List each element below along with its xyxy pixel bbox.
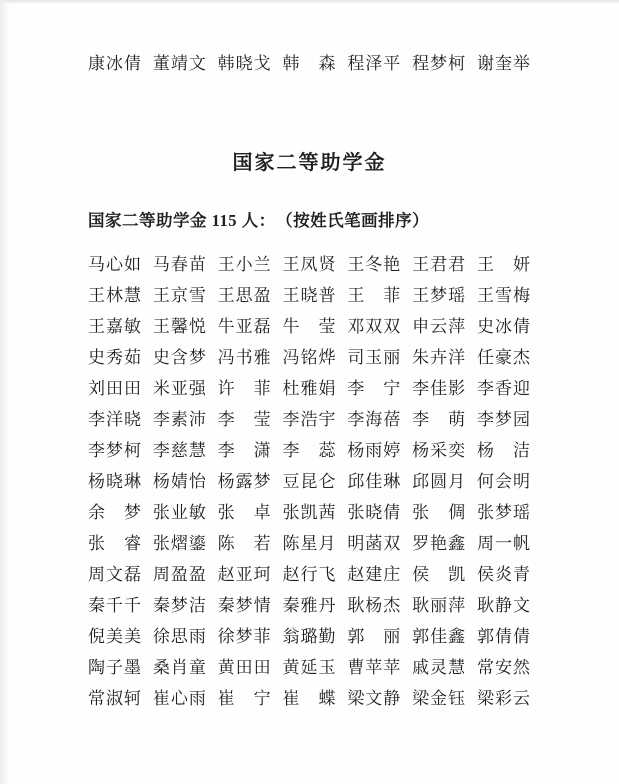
- student-name: 王京雪: [152, 286, 207, 305]
- student-name: 秦雅丹: [282, 596, 337, 615]
- student-name: 张熠鎏: [152, 534, 207, 553]
- student-name: 李海蓓: [347, 410, 402, 429]
- student-name: 冯铭烨: [282, 348, 337, 367]
- student-name: 张业敏: [152, 503, 207, 522]
- student-name: 张凯茜: [282, 503, 337, 522]
- student-name: 耿静文: [476, 596, 531, 615]
- student-name: 史含梦: [152, 348, 207, 367]
- student-name: 邱佳琳: [347, 472, 402, 491]
- student-name: 邓双双: [347, 317, 402, 336]
- student-name: 余 梦: [88, 503, 142, 522]
- student-name: 王林慧: [88, 286, 142, 305]
- student-name: 郭倩倩: [476, 627, 531, 646]
- student-name: 牛亚磊: [217, 317, 272, 336]
- student-name: 秦千千: [88, 596, 142, 615]
- student-name: 王嘉敏: [88, 317, 142, 336]
- student-name: 王梦瑶: [412, 286, 467, 305]
- student-name: 邱圆月: [412, 472, 467, 491]
- student-name: 侯 凯: [412, 565, 467, 584]
- student-name: 赵建庄: [347, 565, 402, 584]
- student-name: 郭 丽: [347, 627, 402, 646]
- continuation-name-row: [88, 52, 531, 75]
- student-name: 耿丽萍: [412, 596, 467, 615]
- student-name: 常安然: [476, 658, 531, 677]
- student-name: 秦梦洁: [152, 596, 207, 615]
- student-name: 王冬艳: [347, 255, 402, 274]
- roster-row: [88, 619, 531, 650]
- student-name: 张梦瑶: [476, 503, 531, 522]
- student-name: 王晓普: [282, 286, 337, 305]
- student-name: 王 菲: [347, 286, 402, 305]
- student-name: 杨婧怡: [152, 472, 207, 491]
- student-name: 张 卓: [217, 503, 272, 522]
- student-name: 谢奎举: [476, 54, 531, 73]
- student-name: 史冰倩: [476, 317, 531, 336]
- student-name: 梁金钰: [412, 689, 467, 708]
- student-name: 程泽平: [347, 54, 402, 73]
- student-name: 徐思雨: [152, 627, 207, 646]
- student-name: 常淑轲: [88, 689, 142, 708]
- student-name: 董靖文: [152, 54, 207, 73]
- student-name: 司玉丽: [347, 348, 402, 367]
- student-name: 任豪杰: [476, 348, 531, 367]
- student-name: 杨雨婷: [347, 441, 402, 460]
- student-name: 张 睿: [88, 534, 142, 553]
- student-name: 秦梦情: [217, 596, 272, 615]
- student-name: 杨 洁: [476, 441, 531, 460]
- student-name: 杨露梦: [217, 472, 272, 491]
- student-name: 王雪梅: [476, 286, 531, 305]
- student-name: 杨采奕: [412, 441, 467, 460]
- student-name: 史秀茹: [88, 348, 142, 367]
- student-name: 郭佳鑫: [412, 627, 467, 646]
- student-name: 周盈盈: [152, 565, 207, 584]
- page-top-edge: [0, 0, 619, 4]
- student-name: 王思盈: [217, 286, 272, 305]
- section-title: 国家二等助学金: [232, 152, 387, 174]
- roster-row: [88, 247, 531, 278]
- student-name: 赵亚珂: [217, 565, 272, 584]
- student-name: 王馨悦: [152, 317, 207, 336]
- student-name: 耿杨杰: [347, 596, 402, 615]
- roster-subheading: 国家二等助学金 115 人： （按姓氏笔画排序）: [88, 211, 430, 230]
- student-name: 翁璐勤: [282, 627, 337, 646]
- student-name: 何会明: [476, 472, 531, 491]
- student-name: 马心如: [88, 255, 142, 274]
- student-name: 程梦柯: [412, 54, 467, 73]
- student-name: 王君君: [412, 255, 467, 274]
- student-name: 周一帆: [476, 534, 531, 553]
- student-name: 梁文静: [347, 689, 402, 708]
- student-name: 李 潇: [217, 441, 272, 460]
- roster-row: [88, 371, 531, 402]
- student-name: 桑肖童: [152, 658, 207, 677]
- student-name: 崔 蝶: [282, 689, 337, 708]
- roster-row: [88, 681, 531, 712]
- student-name: 杜雅娟: [282, 379, 337, 398]
- student-name: 马春苗: [152, 255, 207, 274]
- student-name: 侯炎青: [476, 565, 531, 584]
- roster-row: [88, 588, 531, 619]
- student-name: 李慈慧: [152, 441, 207, 460]
- student-name: 赵行飞: [282, 565, 337, 584]
- student-name: 李梦柯: [88, 441, 142, 460]
- student-name: 张晓倩: [347, 503, 402, 522]
- roster-row: [88, 650, 531, 681]
- student-name: 黄田田: [217, 658, 272, 677]
- roster-row: [88, 309, 531, 340]
- student-name: 韩晓戈: [217, 54, 272, 73]
- student-name: 王小兰: [217, 255, 272, 274]
- student-name: 李佳影: [412, 379, 467, 398]
- roster-row: [88, 526, 531, 557]
- student-name: 李香迎: [476, 379, 531, 398]
- student-name: 许 菲: [217, 379, 272, 398]
- page-left-edge: [0, 0, 10, 784]
- student-name: 牛 莹: [282, 317, 337, 336]
- student-name: 李 莹: [217, 410, 272, 429]
- student-name: 李 宁: [347, 379, 402, 398]
- student-name: 倪美美: [88, 627, 142, 646]
- student-name: 周文磊: [88, 565, 142, 584]
- student-name: 刘田田: [88, 379, 142, 398]
- student-name: 王凤贤: [282, 255, 337, 274]
- roster-row: [88, 340, 531, 371]
- student-name: 陈星月: [282, 534, 337, 553]
- roster-row: [88, 557, 531, 588]
- student-name: 冯书雅: [217, 348, 272, 367]
- student-name: 李素沛: [152, 410, 207, 429]
- student-name: 梁彩云: [476, 689, 531, 708]
- student-name: 陶子墨: [88, 658, 142, 677]
- student-name: 豆昆仑: [282, 472, 337, 491]
- roster-row: [88, 433, 531, 464]
- student-name: 黄延玉: [282, 658, 337, 677]
- student-name: 李浩宇: [282, 410, 337, 429]
- student-name: 陈 若: [217, 534, 272, 553]
- student-name: 韩 森: [282, 54, 337, 73]
- student-name: 崔 宁: [217, 689, 272, 708]
- student-name: 康冰倩: [88, 54, 142, 73]
- student-name: 戚灵慧: [412, 658, 467, 677]
- student-name: 申云萍: [412, 317, 467, 336]
- student-name: 李梦园: [476, 410, 531, 429]
- student-name: 明菡双: [347, 534, 402, 553]
- student-name: 王 妍: [476, 255, 531, 274]
- roster-list: [88, 247, 531, 712]
- student-name: 米亚强: [152, 379, 207, 398]
- student-name: 杨晓琳: [88, 472, 142, 491]
- student-name: 李 萌: [412, 410, 467, 429]
- student-name: 朱卉洋: [412, 348, 467, 367]
- student-name: 李洋晓: [88, 410, 142, 429]
- student-name: 曹苹苹: [347, 658, 402, 677]
- student-name: 李 蕊: [282, 441, 337, 460]
- student-name: 崔心雨: [152, 689, 207, 708]
- roster-row: [88, 278, 531, 309]
- student-name: 罗艳鑫: [412, 534, 467, 553]
- roster-row: [88, 495, 531, 526]
- student-name: 徐梦菲: [217, 627, 272, 646]
- student-name: 张 倜: [412, 503, 467, 522]
- roster-row: [88, 402, 531, 433]
- roster-row: [88, 464, 531, 495]
